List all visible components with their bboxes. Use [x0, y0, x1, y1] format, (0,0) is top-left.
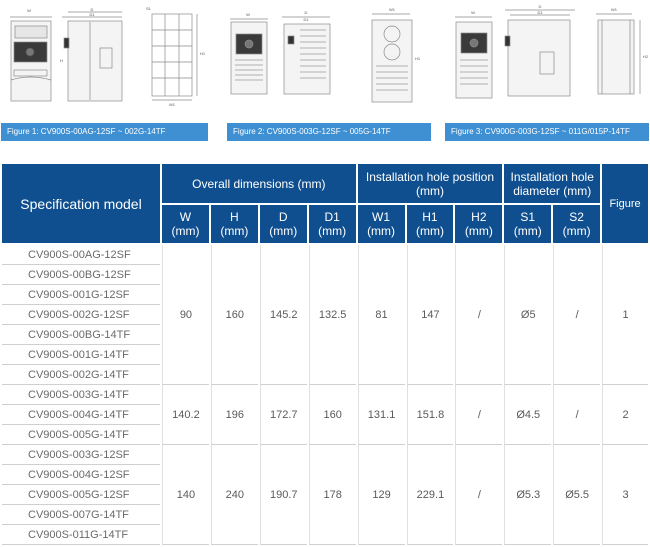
table-row: [2, 445, 648, 465]
fig3-d-label: D: [538, 4, 542, 9]
table-row: [2, 385, 648, 405]
fig1-h1-label: H1: [200, 51, 206, 56]
subheader-d1: [309, 205, 356, 245]
subheader-unit: (mm): [415, 224, 444, 238]
value-cell: 129: [358, 445, 405, 545]
model-cell: CV900S-003G-12SF: [2, 445, 160, 465]
fig3-h2-label: H2: [643, 54, 649, 59]
fig3-w1-label: W1: [611, 7, 617, 12]
value-cell: 147: [407, 245, 454, 385]
subheader-name: S1: [520, 210, 536, 224]
value-cell: 140.2: [162, 385, 209, 445]
model-cell: CV900S-002G-14TF: [2, 365, 160, 385]
value-cell: 190.7: [260, 445, 307, 545]
subheader-d: [260, 205, 307, 245]
value-cell: 131.1: [358, 385, 405, 445]
model-cell: CV900S-001G-12SF: [2, 285, 160, 305]
model-cell: CV900S-003G-14TF: [2, 385, 160, 405]
figure-1-back-view: [152, 14, 197, 100]
value-cell: 1: [602, 245, 648, 385]
value-cell: 172.7: [260, 385, 307, 445]
subheader-h2: [455, 205, 502, 245]
model-cell: CV900S-005G-14TF: [2, 425, 160, 445]
subheader-w: [162, 205, 209, 245]
model-cell: CV900S-005G-12SF: [2, 485, 160, 505]
value-cell: /: [455, 445, 502, 545]
subheader-name: H2: [471, 210, 487, 224]
fig3-d1-label: D1: [537, 10, 543, 15]
value-cell: /: [455, 385, 502, 445]
fig1-h-label: H: [60, 58, 63, 63]
value-cell: 160: [211, 245, 258, 385]
model-cell: CV900S-001G-14TF: [2, 345, 160, 365]
fig2-w1-label: W1: [389, 7, 395, 12]
value-cell: 240: [211, 445, 258, 545]
value-cell: Ø5.3: [504, 445, 551, 545]
subheader-h: [211, 205, 258, 245]
fig1-w-label: W: [27, 8, 31, 13]
value-cell: Ø5.5: [553, 445, 600, 545]
subheader-name: W: [179, 210, 192, 224]
value-cell: 2: [602, 385, 648, 445]
subheader-unit: (mm): [220, 224, 249, 238]
value-cell: 229.1: [407, 445, 454, 545]
header-installation-hole-position: Installation hole position (mm): [358, 164, 503, 205]
fig2-d-label: D: [304, 10, 308, 15]
value-cell: 140: [162, 445, 209, 545]
subheader-name: S2: [569, 210, 584, 224]
subheader-unit: (mm): [318, 224, 347, 238]
value-cell: 178: [309, 445, 356, 545]
dimension-drawings: [0, 0, 650, 120]
drawings-svg: [0, 0, 650, 120]
model-cell: CV900S-00AG-12SF: [2, 245, 160, 265]
subheader-s2: [553, 205, 600, 245]
figure-2-side-view: [282, 17, 330, 94]
value-cell: 145.2: [260, 245, 307, 385]
value-cell: 160: [309, 385, 356, 445]
subheader-w1: [358, 205, 405, 245]
specification-table: [0, 164, 650, 545]
subheader-name: D: [278, 210, 288, 224]
fig1-w1-label: W1: [169, 102, 175, 107]
model-cell: CV900S-00BG-12SF: [2, 265, 160, 285]
fig3-w-label: W: [471, 10, 475, 15]
model-cell: CV900S-00BG-14TF: [2, 325, 160, 345]
value-cell: /: [553, 385, 600, 445]
subheader-unit: (mm): [464, 224, 493, 238]
figure-3-caption: Figure 3: CV900G-003G-12SF ~ 011G/015P-14TF: [445, 123, 649, 141]
subheader-unit: (mm): [562, 224, 591, 238]
header-spec-model: Specification model: [2, 164, 160, 245]
fig1-d1-label: D1: [89, 12, 95, 17]
model-cell: CV900S-004G-14TF: [2, 405, 160, 425]
fig1-s1-label: S1: [146, 6, 151, 11]
subheader-unit: (mm): [171, 224, 200, 238]
subheader-unit: (mm): [367, 224, 396, 238]
value-cell: 3: [602, 445, 648, 545]
figure-1-caption: Figure 1: CV900S-00AG-12SF ~ 002G-14TF: [1, 123, 208, 141]
subheader-unit: (mm): [513, 224, 542, 238]
value-cell: 132.5: [309, 245, 356, 385]
figure-1-front-view: [10, 17, 52, 101]
model-cell: CV900S-007G-14TF: [2, 505, 160, 525]
figure-3-back-view: [596, 14, 640, 94]
fig2-d1-label: D1: [303, 17, 309, 22]
subheader-s1: [504, 205, 551, 245]
figure-2-front-view: [230, 19, 268, 94]
value-cell: Ø5: [504, 245, 551, 385]
subheader-h1: [407, 205, 454, 245]
header-overall-dimensions: Overall dimensions (mm): [162, 164, 356, 205]
value-cell: 151.8: [407, 385, 454, 445]
figure-2-back-view: [372, 14, 412, 102]
subheader-name: D1: [324, 210, 340, 224]
value-cell: Ø4.5: [504, 385, 551, 445]
figure-3-side-view: [505, 10, 575, 96]
value-cell: 81: [358, 245, 405, 385]
subheader-unit: (mm): [269, 224, 298, 238]
model-cell: CV900S-002G-12SF: [2, 305, 160, 325]
subheader-name: H1: [422, 210, 438, 224]
value-cell: /: [455, 245, 502, 385]
header-installation-hole-diameter: Installation hole diameter (mm): [504, 164, 600, 205]
header-figure: Figure: [602, 164, 648, 245]
model-cell: CV900S-004G-12SF: [2, 465, 160, 485]
fig2-w-label: W: [246, 12, 250, 17]
value-cell: 90: [162, 245, 209, 385]
model-cell: CV900S-011G-14TF: [2, 525, 160, 545]
fig2-h1-label: H1: [415, 56, 421, 61]
value-cell: /: [553, 245, 600, 385]
figure-3-front-view: [455, 17, 492, 98]
figure-1-side-view: [62, 12, 122, 101]
subheader-name: H: [230, 210, 239, 224]
fig1-d-label: D: [90, 7, 94, 12]
table-row: [2, 245, 648, 265]
value-cell: 196: [211, 385, 258, 445]
subheader-name: W1: [372, 210, 391, 224]
figure-2-caption: Figure 2: CV900S-003G-12SF ~ 005G-14TF: [227, 123, 431, 141]
